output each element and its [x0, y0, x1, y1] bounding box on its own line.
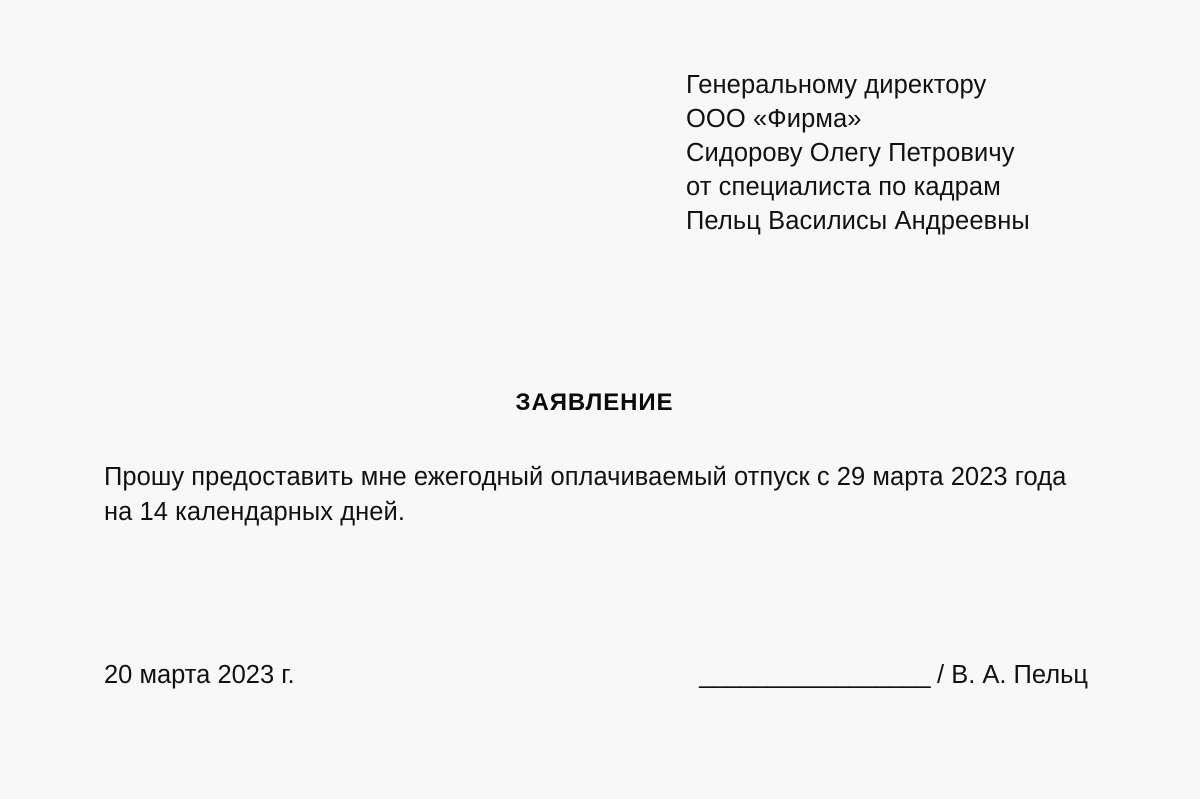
body-line-request: Прошу предоставить мне ежегодный оплачиваемый отпуск с 29 марта 2023 года: [104, 463, 1067, 491]
addressee-line-applicant-name: Пельц Василисы Андреевны: [686, 207, 1030, 235]
addressee-line-company: ООО «Фирма»: [686, 105, 862, 133]
footer-date: 20 марта 2023 г.: [104, 661, 295, 689]
signature-group: [699, 658, 1088, 692]
signature-line: _________________: [699, 661, 931, 689]
addressee-line-applicant-position: от специалиста по кадрам: [686, 173, 1001, 201]
addressee-line-director-title: Генеральному директору: [686, 71, 987, 99]
addressee-block: [686, 68, 1030, 238]
body-line-duration: на 14 календарных дней.: [104, 498, 405, 526]
document-body: [104, 460, 1104, 530]
signatory-name: / В. А. Пельц: [937, 661, 1088, 689]
document-title: ЗАЯВЛЕНИЕ: [515, 389, 674, 416]
document-footer: [104, 658, 1088, 698]
addressee-line-director-name: Сидорову Олегу Петровичу: [686, 139, 1015, 167]
